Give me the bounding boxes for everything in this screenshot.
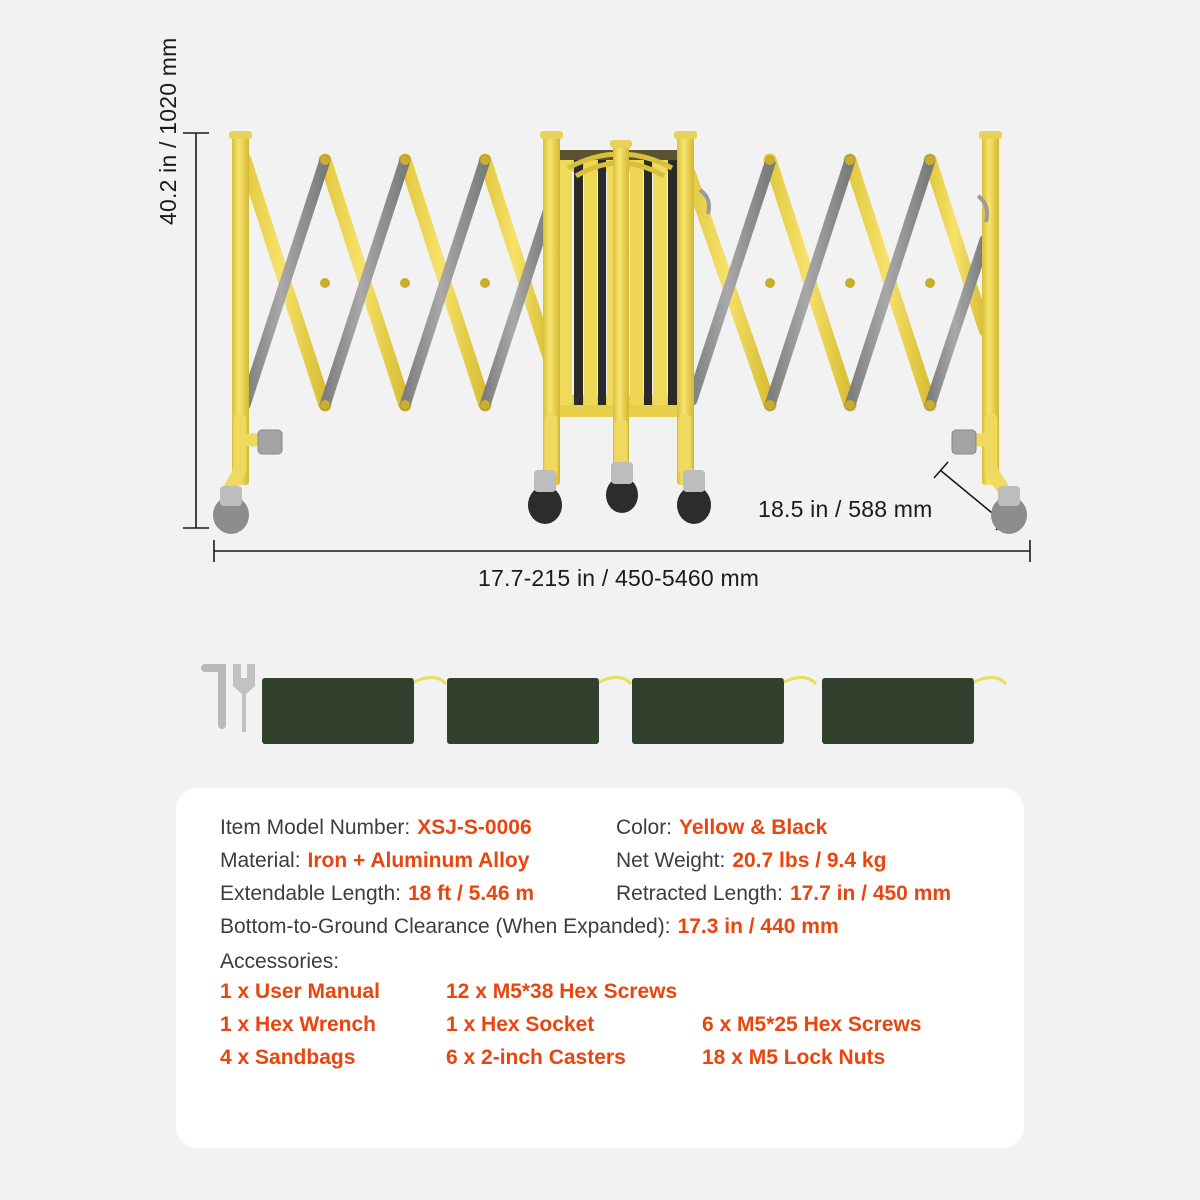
spec-value: 18 ft / 5.46 m — [407, 882, 535, 905]
sandbag-icon — [822, 677, 1006, 744]
width-dimension-label: 17.7-215 in / 450-5460 mm — [478, 565, 760, 591]
spec-row — [220, 849, 990, 873]
spec-value: Iron + Aluminum Alloy — [307, 849, 530, 872]
sandbag-icon — [262, 677, 446, 744]
spec-item-net-weight — [616, 849, 886, 873]
depth-dimension-label: 18.5 in / 588 mm — [758, 496, 933, 522]
list-item: 1 x User Manual — [220, 980, 380, 1003]
spec-item-material — [220, 849, 616, 873]
spec-label: Retracted Length: — [616, 882, 783, 905]
spec-label: Bottom-to-Ground Clearance (When Expanded): — [220, 915, 671, 938]
height-dimension-label: 40.2 in / 1020 mm — [155, 37, 181, 225]
spec-label: Material: — [220, 849, 301, 872]
spec-label: Net Weight: — [616, 849, 726, 872]
list-item: 4 x Sandbags — [220, 1046, 356, 1069]
spec-label: Color: — [616, 816, 673, 839]
wrench-icon — [233, 664, 255, 732]
sandbag-icon — [447, 677, 631, 744]
spec-item-ground-clearance — [220, 915, 839, 939]
list-item: 12 x M5*38 Hex Screws — [446, 980, 678, 1003]
spec-value: XSJ-S-0006 — [417, 816, 532, 839]
spec-value: 17.7 in / 450 mm — [789, 882, 952, 905]
accessories-list — [220, 980, 990, 1070]
spec-value: Yellow & Black — [679, 816, 828, 839]
spec-row — [220, 915, 990, 939]
spec-label: Item Model Number: — [220, 816, 411, 839]
spec-item-model-number — [220, 816, 616, 840]
spec-item-extendable-length — [220, 882, 616, 906]
spec-value: 20.7 lbs / 9.4 kg — [732, 849, 887, 872]
list-item: 18 x M5 Lock Nuts — [702, 1046, 886, 1069]
spec-row — [220, 882, 990, 906]
accessories-illustration — [0, 620, 1200, 770]
spec-item-color — [616, 816, 827, 840]
accessories-heading: Accessories: — [220, 950, 340, 973]
spec-row — [220, 816, 990, 840]
list-item — [702, 980, 990, 1004]
spec-value: 17.3 in / 440 mm — [677, 915, 839, 938]
list-item: 6 x M5*25 Hex Screws — [702, 1013, 922, 1036]
spec-item-retracted-length — [616, 882, 951, 906]
list-item: 1 x Hex Socket — [446, 1013, 595, 1036]
sandbag-icon — [632, 677, 816, 744]
list-item: 6 x 2-inch Casters — [446, 1046, 626, 1069]
spec-label: Extendable Length: — [220, 882, 401, 905]
list-item: 1 x Hex Wrench — [220, 1013, 377, 1036]
specification-card — [176, 788, 1024, 1148]
accessories-svg — [0, 620, 1200, 770]
hex-wrench-icon — [205, 668, 222, 725]
